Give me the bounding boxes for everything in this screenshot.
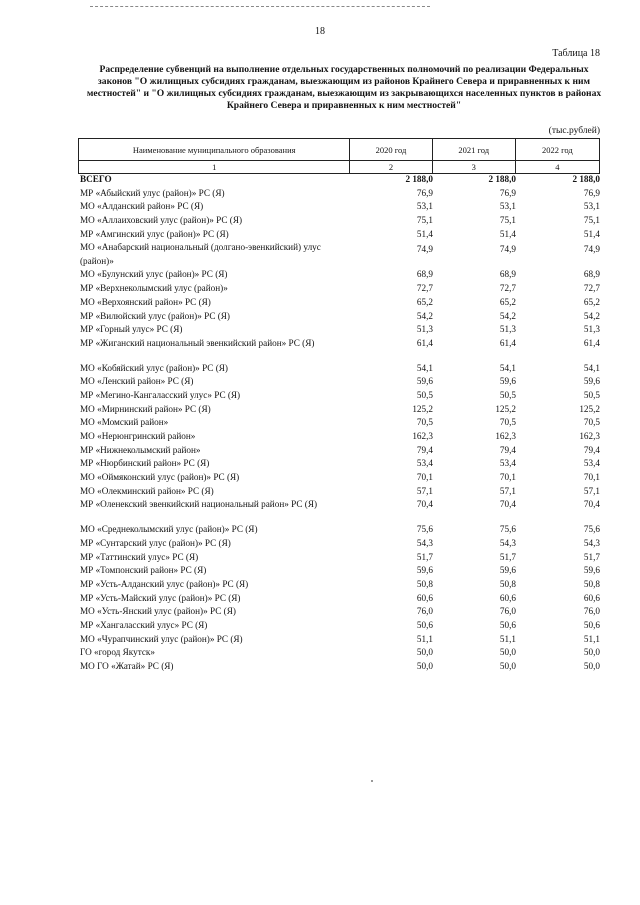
- table-row: [78, 457, 600, 471]
- row-name: МР «Усть-Алданский улус (район)» РС (Я): [80, 578, 249, 589]
- unit-label: (тыс.рублей): [548, 126, 600, 136]
- row-value-2022: 74,9: [583, 244, 600, 255]
- row-value-2022: 70,4: [583, 499, 600, 510]
- row-value-2022: 65,2: [583, 296, 600, 307]
- header-2021: 2021 год: [432, 139, 515, 161]
- row-value-2022: 60,6: [583, 592, 600, 603]
- row-name: МО ГО «Жатай» РС (Я): [80, 661, 174, 671]
- row-value-2020: 57,1: [416, 485, 433, 496]
- row-value-2020: 70,4: [416, 499, 433, 510]
- row-name: МО «Оймяконский улус (район)» РС (Я): [80, 472, 240, 483]
- row-value-2022: 61,4: [583, 337, 600, 348]
- row-value-2021: 70,1: [499, 472, 516, 483]
- table-row: [78, 537, 600, 551]
- row-value-2020: 76,9: [416, 187, 433, 198]
- row-name: МР «Горный улус» РС (Я): [80, 324, 183, 335]
- row-name: МО «Аллаиховский улус (район)» РС (Я): [80, 215, 243, 226]
- row-name: МО «Кобяйский улус (район)» РС (Я): [80, 362, 228, 373]
- col-number-1: 1: [79, 161, 350, 174]
- row-value-2021: 70,5: [499, 417, 516, 428]
- row-value-2022: 162,3: [579, 431, 600, 441]
- table-row: [78, 200, 600, 214]
- row-value-2020: 79,4: [416, 444, 433, 455]
- table-row: [78, 564, 600, 578]
- table-row: [78, 430, 600, 444]
- row-value-2021: 50,0: [499, 647, 516, 658]
- row-value-2020: 59,6: [416, 565, 433, 576]
- header-2020: 2020 год: [350, 139, 432, 161]
- row-value-2021: 51,1: [499, 633, 516, 644]
- table-row: [78, 660, 600, 674]
- table-row: [78, 498, 600, 512]
- row-value-2022: 76,0: [583, 606, 600, 617]
- table-row: [78, 323, 600, 337]
- row-name: МО «Алданский район» РС (Я): [80, 201, 204, 212]
- row-value-2020: 50,0: [416, 661, 433, 671]
- page-number: 18: [315, 26, 325, 37]
- table-row: [78, 619, 600, 633]
- table-label: Таблица 18: [552, 48, 600, 59]
- document-title: Распределение субвенций на выполнение отдельных государственных полномочий по реализации Федеральных законов "О жилищных субсидиях гражданам, выезжающим из районов Крайнего Севера и приравненных к ним местностей" и "О жилищных субсидиях гражданам, выезжающим из закрывающихся населенных пунктов в районах Крайнего Севера и приравненных к ним местностей": [86, 64, 602, 111]
- total-label: ВСЕГО: [80, 174, 112, 184]
- row-value-2022: 53,1: [583, 201, 600, 212]
- table-row: [78, 646, 600, 660]
- row-value-2021: 74,9: [499, 244, 516, 255]
- row-value-2022: 54,1: [583, 362, 600, 373]
- row-value-2021: 54,2: [499, 310, 516, 321]
- row-value-2021: 57,1: [499, 485, 516, 496]
- row-value-2022: 54,3: [583, 537, 600, 548]
- row-value-2020: 75,6: [416, 524, 433, 535]
- row-value-2020: 54,3: [416, 537, 433, 548]
- table-row: [78, 362, 600, 376]
- row-value-2022: 75,6: [583, 524, 600, 535]
- table-row: [78, 403, 600, 417]
- col-number-4: 4: [515, 161, 599, 174]
- row-name: МО «Мирнинский район» РС (Я): [80, 403, 211, 414]
- row-value-2020: 61,4: [416, 337, 433, 348]
- table-row: [78, 471, 600, 485]
- row-name: МР «Мегино-Кангаласский улус» РС (Я): [80, 389, 241, 400]
- row-value-2021: 65,2: [499, 296, 516, 307]
- row-value-2020: 162,3: [412, 431, 433, 441]
- row-value-2021: 75,6: [499, 524, 516, 535]
- row-value-2020: 60,6: [416, 592, 433, 603]
- row-value-2022: 50,5: [583, 389, 600, 400]
- row-value-2020: 74,9: [416, 244, 433, 255]
- row-value-2020: 59,6: [416, 376, 433, 387]
- row-value-2020: 53,4: [416, 458, 433, 469]
- row-value-2022: 53,4: [583, 458, 600, 469]
- row-value-2022: 125,2: [579, 403, 600, 414]
- row-value-2021: 75,1: [499, 215, 516, 226]
- row-value-2022: 50,0: [583, 647, 600, 658]
- row-value-2022: 51,4: [583, 228, 600, 239]
- row-name: МР «Оленекский эвенкийский национальный район» РС (Я): [80, 499, 318, 510]
- header-2022: 2022 год: [515, 139, 599, 161]
- table-row: [78, 187, 600, 201]
- row-name: МР «Усть-Майский улус (район)» РС (Я): [80, 592, 241, 603]
- row-name: МО «Олекминский район» РС (Я): [80, 485, 214, 496]
- row-value-2021: 79,4: [499, 444, 516, 455]
- row-name: МО «Ленский район» РС (Я): [80, 376, 194, 387]
- table-row: [78, 214, 600, 228]
- row-value-2021: 76,0: [499, 606, 516, 617]
- row-value-2020: 50,0: [416, 647, 433, 658]
- row-value-2021: 51,7: [499, 551, 516, 562]
- table-row: [78, 605, 600, 619]
- row-name: МР «Нюрбинский район» РС (Я): [80, 458, 210, 469]
- row-name: ГО «город Якутск»: [80, 647, 155, 658]
- row-value-2020: 70,1: [416, 472, 433, 483]
- row-value-2021: 50,8: [499, 578, 516, 589]
- table-row: [78, 592, 600, 606]
- row-value-2021: 51,4: [499, 228, 516, 239]
- row-value-2022: 51,7: [583, 551, 600, 562]
- row-value-2021: 50,6: [499, 619, 516, 630]
- row-value-2021: 60,6: [499, 592, 516, 603]
- row-name: МР «Хангаласский улус» РС (Я): [80, 619, 208, 630]
- table-body: [78, 173, 600, 674]
- row-value-2020: 54,1: [416, 362, 433, 373]
- total-row: [78, 173, 600, 187]
- row-name: МР «Сунтарский улус (район)» РС (Я): [80, 537, 231, 548]
- row-value-2022: 59,6: [583, 565, 600, 576]
- row-value-2020: 51,3: [416, 324, 433, 335]
- row-name: МО «Нерюнгринский район»: [80, 431, 196, 441]
- row-value-2020: 68,9: [416, 269, 433, 280]
- table-header: [78, 138, 600, 174]
- total-2020: 2 188,0: [405, 174, 433, 184]
- row-name: МО «Булунский улус (район)» РС (Я): [80, 269, 228, 280]
- row-value-2020: 50,5: [416, 389, 433, 400]
- row-value-2020: 50,6: [416, 619, 433, 630]
- row-name: МО «Момский район»: [80, 417, 169, 428]
- row-value-2020: 51,4: [416, 228, 433, 239]
- table-row: [78, 551, 600, 565]
- row-value-2021: 162,3: [495, 431, 516, 441]
- row-value-2022: 79,4: [583, 444, 600, 455]
- row-value-2022: 51,1: [583, 633, 600, 644]
- row-value-2021: 51,3: [499, 324, 516, 335]
- row-value-2020: 50,8: [416, 578, 433, 589]
- row-value-2021: 53,4: [499, 458, 516, 469]
- row-value-2021: 125,2: [495, 403, 516, 414]
- row-name: МР «Амгинский улус (район)» РС (Я): [80, 228, 229, 239]
- row-name: МО «Анабарский национальный (долгано-эвенкийский) улус (район)»: [80, 242, 321, 267]
- table-row: [78, 296, 600, 310]
- row-value-2021: 59,6: [499, 565, 516, 576]
- row-name: МР «Вилюйский улус (район)» РС (Я): [80, 310, 230, 321]
- table-row: [78, 444, 600, 458]
- row-value-2021: 76,9: [499, 187, 516, 198]
- row-value-2022: 75,1: [583, 215, 600, 226]
- row-value-2022: 70,5: [583, 417, 600, 428]
- header-name: Наименование муниципального образования: [79, 139, 350, 161]
- row-value-2022: 57,1: [583, 485, 600, 496]
- row-value-2022: 50,6: [583, 619, 600, 630]
- col-number-3: 3: [432, 161, 515, 174]
- row-name: МО «Усть-Янский улус (район)» РС (Я): [80, 606, 236, 617]
- table-row: [78, 633, 600, 647]
- col-number-2: 2: [350, 161, 432, 174]
- row-value-2022: 76,9: [583, 187, 600, 198]
- row-value-2022: 50,0: [583, 661, 600, 671]
- row-value-2020: 125,2: [412, 403, 433, 414]
- row-name: МР «Абыйский улус (район)» РС (Я): [80, 187, 225, 198]
- row-value-2021: 61,4: [499, 337, 516, 348]
- row-value-2020: 72,7: [416, 283, 433, 294]
- table-row: [78, 523, 600, 537]
- row-value-2021: 50,0: [499, 661, 516, 671]
- table-row: [78, 241, 600, 268]
- scan-header-line: [90, 6, 430, 8]
- table-row: [78, 485, 600, 499]
- row-value-2022: 59,6: [583, 376, 600, 387]
- row-value-2020: 65,2: [416, 296, 433, 307]
- table-row: [78, 389, 600, 403]
- row-value-2022: 72,7: [583, 283, 600, 294]
- row-value-2020: 70,5: [416, 417, 433, 428]
- row-name: МР «Томпонский район» РС (Я): [80, 565, 207, 576]
- row-value-2020: 75,1: [416, 215, 433, 226]
- row-value-2022: 70,1: [583, 472, 600, 483]
- row-value-2022: 68,9: [583, 269, 600, 280]
- table-row: [78, 268, 600, 282]
- row-value-2021: 59,6: [499, 376, 516, 387]
- row-name: МР «Жиганский национальный эвенкийский район» РС (Я): [80, 337, 315, 348]
- row-value-2020: 51,1: [416, 633, 433, 644]
- row-value-2021: 72,7: [499, 283, 516, 294]
- row-name: МО «Среднеколымский улус (район)» РС (Я): [80, 524, 258, 535]
- table-row: [78, 282, 600, 296]
- table-row: [78, 578, 600, 592]
- row-value-2022: 50,8: [583, 578, 600, 589]
- row-name: МР «Таттинский улус» РС (Я): [80, 551, 199, 562]
- row-value-2020: 54,2: [416, 310, 433, 321]
- table-row: [78, 310, 600, 324]
- row-value-2020: 53,1: [416, 201, 433, 212]
- row-value-2021: 50,5: [499, 389, 516, 400]
- total-2022: 2 188,0: [572, 174, 600, 184]
- scan-speck: [371, 780, 373, 782]
- row-value-2021: 54,1: [499, 362, 516, 373]
- row-value-2021: 70,4: [499, 499, 516, 510]
- row-value-2021: 53,1: [499, 201, 516, 212]
- row-value-2022: 51,3: [583, 324, 600, 335]
- row-value-2020: 76,0: [416, 606, 433, 617]
- row-name: МО «Чурапчинский улус (район)» РС (Я): [80, 633, 243, 644]
- total-2021: 2 188,0: [488, 174, 516, 184]
- table-row: [78, 228, 600, 242]
- row-value-2020: 51,7: [416, 551, 433, 562]
- table-row: [78, 375, 600, 389]
- row-name: МР «Верхнеколымский улус (район)»: [80, 283, 228, 294]
- row-value-2021: 68,9: [499, 269, 516, 280]
- table-row: [78, 337, 600, 351]
- row-value-2022: 54,2: [583, 310, 600, 321]
- row-name: МР «Нижнеколымский район»: [80, 444, 201, 455]
- table-row: [78, 416, 600, 430]
- row-name: МО «Верхоянский район» РС (Я): [80, 296, 211, 307]
- row-value-2021: 54,3: [499, 537, 516, 548]
